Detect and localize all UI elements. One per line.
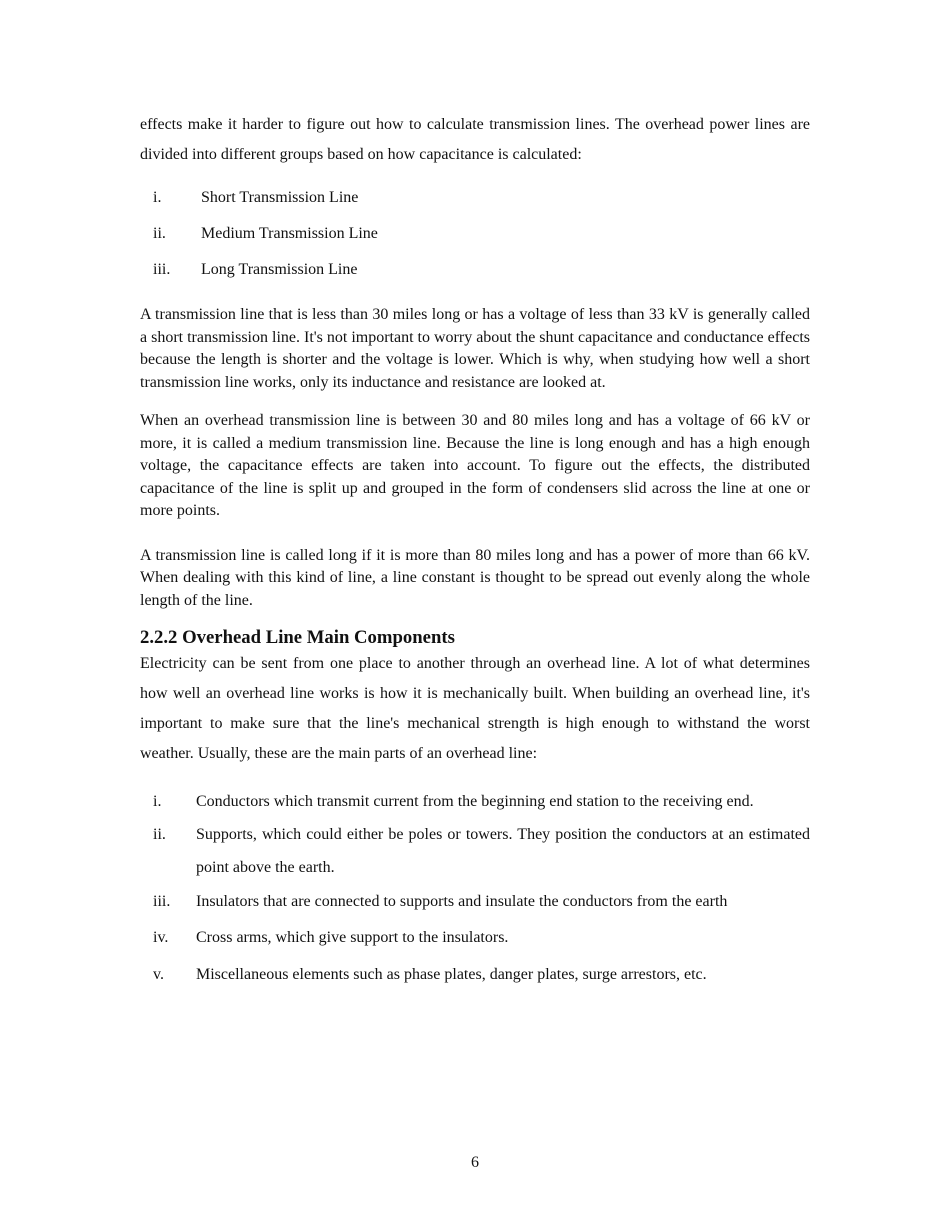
list-item — [140, 260, 810, 280]
list-item — [140, 920, 810, 956]
line-types-list — [140, 188, 810, 280]
list-item — [140, 818, 810, 884]
list-item — [140, 884, 810, 920]
long-line-paragraph: A transmission line is called long if it is more than 80 miles long and has a power of more than 66 kV. When dealing with this kind of line, a line constant is thought to be spread out evenly along the whole length of the line. — [140, 546, 810, 609]
list-item-text: Supports, which could either be poles or towers. They position the conductors at an estimated point above the earth. — [196, 826, 810, 876]
list-item — [140, 785, 810, 818]
list-item-text: Long Transmission Line — [201, 261, 358, 278]
page-content — [140, 110, 810, 994]
list-item-text: Short Transmission Line — [201, 189, 359, 206]
page-number: 6 — [471, 1154, 479, 1171]
list-item-text: Insulators that are connected to supports and insulate the conductors from the earth — [196, 893, 728, 910]
short-line-paragraph: A transmission line that is less than 30 miles long or has a voltage of less than 33 kV is generally called a short transmission line. It's not important to worry about the shunt capacitance and conductance effects because the length is shorter and the voltage is lower. Which is why, when studying how well a short transmission line works, only its inductance and resistance are looked at. — [140, 306, 810, 391]
section-intro-paragraph: Electricity can be sent from one place to another through an overhead line. A lot of what determines how well an overhead line works is how it is mechanically built. When building an overhead line, it's important to make sure that the line's mechanical strength is high enough to withstand the worst weather. Usually, these are the main parts of an overhead line: — [140, 655, 810, 762]
list-number: iii. — [153, 893, 171, 910]
list-number: i. — [153, 793, 162, 810]
list-item — [140, 188, 810, 208]
list-item — [140, 224, 810, 244]
list-number: v. — [153, 966, 164, 983]
components-list — [140, 785, 810, 994]
list-item-text: Cross arms, which give support to the insulators. — [196, 929, 509, 946]
list-number: iii. — [153, 261, 171, 278]
list-item — [140, 956, 810, 994]
list-number: i. — [153, 189, 162, 206]
section-heading: 2.2.2 Overhead Line Main Components — [140, 627, 455, 648]
list-item-text: Miscellaneous elements such as phase plates, danger plates, surge arrestors, etc. — [196, 966, 707, 983]
list-item-text: Conductors which transmit current from the beginning end station to the receiving end. — [196, 793, 754, 810]
intro-paragraph: effects make it harder to figure out how to calculate transmission lines. The overhead power lines are divided into different groups based on how capacitance is calculated: — [140, 116, 810, 163]
list-number: ii. — [153, 826, 166, 843]
list-item-text: Medium Transmission Line — [201, 225, 378, 242]
medium-line-paragraph: When an overhead transmission line is between 30 and 80 miles long and has a voltage of 66 kV or more, it is called a medium transmission line. Because the line is long enough and has a high enough voltage, the capacitance effects are taken into account. To figure out the effects, the distributed capacitance of the line is split up and grouped in the form of condensers slid across the line at one or more points. — [140, 412, 810, 519]
list-number: ii. — [153, 225, 166, 242]
list-number: iv. — [153, 929, 169, 946]
